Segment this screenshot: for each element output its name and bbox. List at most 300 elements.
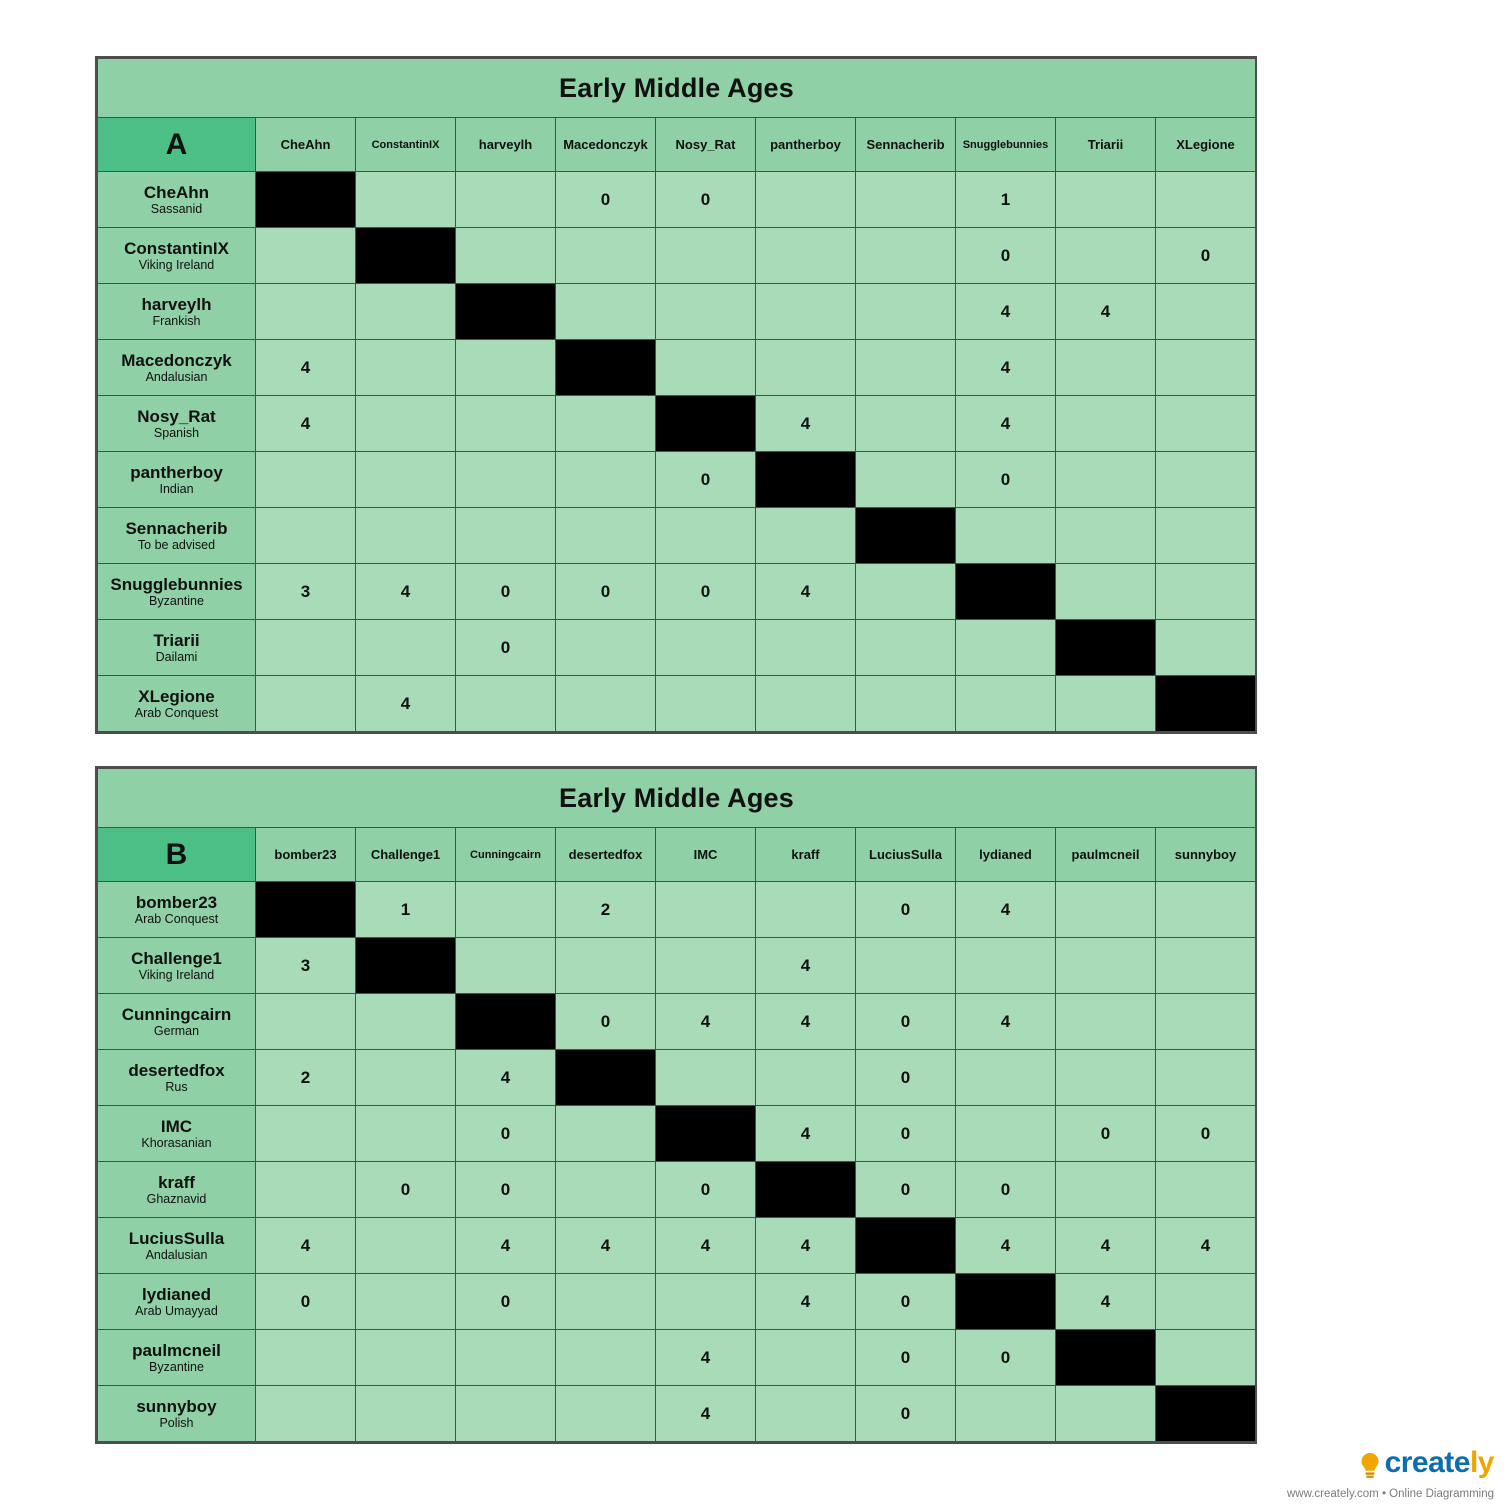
score-cell-a-7-0[interactable]: 3 bbox=[256, 564, 356, 620]
diagonal-cell-a-9 bbox=[1156, 676, 1256, 732]
score-cell-b-9-2[interactable] bbox=[456, 1386, 556, 1442]
player-civilization: Byzantine bbox=[149, 1360, 204, 1375]
matrix-group-label-a: A bbox=[98, 118, 256, 172]
row-header-a-2 bbox=[98, 284, 256, 340]
player-name: bomber23 bbox=[135, 892, 218, 912]
score-cell-b-1-2[interactable] bbox=[456, 938, 556, 994]
score-cell-a-4-0[interactable]: 4 bbox=[256, 396, 356, 452]
score-cell-a-1-0[interactable] bbox=[256, 228, 356, 284]
score-cell-a-8-7[interactable] bbox=[956, 620, 1056, 676]
row-header-a-3 bbox=[98, 340, 256, 396]
score-cell-b-8-4[interactable]: 4 bbox=[656, 1330, 756, 1386]
row-header-a-7 bbox=[98, 564, 256, 620]
score-cell-a-9-1[interactable]: 4 bbox=[356, 676, 456, 732]
score-cell-b-5-0[interactable] bbox=[256, 1162, 356, 1218]
player-civilization: Arab Conquest bbox=[134, 912, 219, 927]
score-cell-a-2-4[interactable] bbox=[656, 284, 756, 340]
player-name: Cunningcairn bbox=[121, 1004, 232, 1024]
player-name: paulmcneil bbox=[132, 1340, 221, 1360]
score-cell-b-9-1[interactable] bbox=[356, 1386, 456, 1442]
score-cell-a-5-2[interactable] bbox=[456, 452, 556, 508]
diagonal-cell-b-5 bbox=[756, 1162, 856, 1218]
player-civilization: Khorasanian bbox=[141, 1136, 212, 1151]
score-cell-b-1-0[interactable]: 3 bbox=[256, 938, 356, 994]
row-header-a-4 bbox=[98, 396, 256, 452]
row-header-b-7 bbox=[98, 1274, 256, 1330]
score-cell-b-5-6[interactable]: 0 bbox=[856, 1162, 956, 1218]
score-cell-a-6-5[interactable] bbox=[756, 508, 856, 564]
score-cell-a-3-9[interactable] bbox=[1156, 340, 1256, 396]
score-cell-a-8-3[interactable] bbox=[556, 620, 656, 676]
score-cell-b-7-3[interactable] bbox=[556, 1274, 656, 1330]
diagonal-cell-a-1 bbox=[356, 228, 456, 284]
score-cell-a-8-5[interactable] bbox=[756, 620, 856, 676]
player-civilization: Viking Ireland bbox=[138, 258, 215, 273]
column-header-b-4: IMC bbox=[656, 828, 756, 882]
score-cell-a-4-8[interactable] bbox=[1056, 396, 1156, 452]
score-cell-a-0-5[interactable] bbox=[756, 172, 856, 228]
player-civilization: Sassanid bbox=[150, 202, 203, 217]
row-header-b-2 bbox=[98, 994, 256, 1050]
score-cell-a-0-8[interactable] bbox=[1056, 172, 1156, 228]
table-row bbox=[98, 1106, 1256, 1162]
player-name: Snugglebunnies bbox=[110, 574, 243, 594]
score-cell-a-1-8[interactable] bbox=[1056, 228, 1156, 284]
player-name: LuciusSulla bbox=[128, 1228, 225, 1248]
score-cell-a-6-8[interactable] bbox=[1056, 508, 1156, 564]
score-cell-a-0-6[interactable] bbox=[856, 172, 956, 228]
player-name: sunnyboy bbox=[136, 1396, 217, 1416]
score-cell-b-8-2[interactable] bbox=[456, 1330, 556, 1386]
player-civilization: Arab Umayyad bbox=[135, 1304, 218, 1319]
score-cell-a-4-9[interactable] bbox=[1156, 396, 1256, 452]
column-header-b-3: desertedfox bbox=[556, 828, 656, 882]
score-cell-a-7-9[interactable] bbox=[1156, 564, 1256, 620]
score-cell-b-4-3[interactable] bbox=[556, 1106, 656, 1162]
player-name: ConstantinIX bbox=[124, 238, 229, 258]
score-cell-a-4-1[interactable] bbox=[356, 396, 456, 452]
score-cell-a-3-2[interactable] bbox=[456, 340, 556, 396]
score-cell-a-5-1[interactable] bbox=[356, 452, 456, 508]
player-name: Sennacherib bbox=[125, 518, 228, 538]
score-cell-a-0-4[interactable]: 0 bbox=[656, 172, 756, 228]
brand-tail: ly bbox=[1469, 1445, 1494, 1479]
grid-a bbox=[97, 58, 1256, 732]
score-cell-b-2-1[interactable] bbox=[356, 994, 456, 1050]
score-cell-a-6-2[interactable] bbox=[456, 508, 556, 564]
column-header-a-8: Triarii bbox=[1056, 118, 1156, 172]
score-cell-b-3-0[interactable]: 2 bbox=[256, 1050, 356, 1106]
row-header-b-8 bbox=[98, 1330, 256, 1386]
score-cell-b-2-4[interactable]: 4 bbox=[656, 994, 756, 1050]
row-header-a-5 bbox=[98, 452, 256, 508]
score-cell-a-0-2[interactable] bbox=[456, 172, 556, 228]
score-cell-b-6-4[interactable]: 4 bbox=[656, 1218, 756, 1274]
column-header-b-5: kraff bbox=[756, 828, 856, 882]
score-cell-b-0-4[interactable] bbox=[656, 882, 756, 938]
score-cell-b-9-0[interactable] bbox=[256, 1386, 356, 1442]
score-cell-a-1-6[interactable] bbox=[856, 228, 956, 284]
score-cell-a-8-0[interactable] bbox=[256, 620, 356, 676]
diagonal-cell-a-5 bbox=[756, 452, 856, 508]
score-cell-a-7-4[interactable]: 0 bbox=[656, 564, 756, 620]
table-row bbox=[98, 1330, 1256, 1386]
score-cell-b-6-3[interactable]: 4 bbox=[556, 1218, 656, 1274]
column-header-b-0: bomber23 bbox=[256, 828, 356, 882]
score-cell-b-8-3[interactable] bbox=[556, 1330, 656, 1386]
diagonal-cell-b-7 bbox=[956, 1274, 1056, 1330]
table-row bbox=[98, 1386, 1256, 1442]
score-cell-b-4-2[interactable]: 0 bbox=[456, 1106, 556, 1162]
player-civilization: Ghaznavid bbox=[146, 1192, 207, 1207]
score-cell-b-0-5[interactable] bbox=[756, 882, 856, 938]
score-cell-a-5-4[interactable]: 0 bbox=[656, 452, 756, 508]
score-cell-a-7-2[interactable]: 0 bbox=[456, 564, 556, 620]
score-cell-a-5-6[interactable] bbox=[856, 452, 956, 508]
player-civilization: Polish bbox=[159, 1416, 194, 1431]
score-cell-b-7-9[interactable] bbox=[1156, 1274, 1256, 1330]
table-row bbox=[98, 452, 1256, 508]
score-cell-b-6-2[interactable]: 4 bbox=[456, 1218, 556, 1274]
player-civilization: Rus bbox=[165, 1080, 188, 1095]
player-civilization: To be advised bbox=[137, 538, 216, 553]
table-row bbox=[98, 396, 1256, 452]
diagonal-cell-b-2 bbox=[456, 994, 556, 1050]
diagonal-cell-b-6 bbox=[856, 1218, 956, 1274]
table-row bbox=[98, 882, 1256, 938]
player-name: Triarii bbox=[153, 630, 200, 650]
table-row bbox=[98, 1050, 1256, 1106]
score-cell-b-1-9[interactable] bbox=[1156, 938, 1256, 994]
score-cell-a-6-3[interactable] bbox=[556, 508, 656, 564]
score-cell-b-2-5[interactable]: 4 bbox=[756, 994, 856, 1050]
column-header-a-2: harveylh bbox=[456, 118, 556, 172]
score-cell-b-0-8[interactable] bbox=[1056, 882, 1156, 938]
score-cell-b-3-1[interactable] bbox=[356, 1050, 456, 1106]
score-cell-b-5-8[interactable] bbox=[1056, 1162, 1156, 1218]
score-cell-a-5-8[interactable] bbox=[1056, 452, 1156, 508]
column-header-a-0: CheAhn bbox=[256, 118, 356, 172]
score-cell-a-7-1[interactable]: 4 bbox=[356, 564, 456, 620]
score-cell-b-3-4[interactable] bbox=[656, 1050, 756, 1106]
score-cell-a-1-2[interactable] bbox=[456, 228, 556, 284]
score-cell-b-9-5[interactable] bbox=[756, 1386, 856, 1442]
score-cell-a-5-3[interactable] bbox=[556, 452, 656, 508]
score-cell-a-3-6[interactable] bbox=[856, 340, 956, 396]
matrix-table-b bbox=[95, 766, 1257, 1444]
score-cell-b-9-7[interactable] bbox=[956, 1386, 1056, 1442]
score-cell-b-1-6[interactable] bbox=[856, 938, 956, 994]
score-cell-a-2-3[interactable] bbox=[556, 284, 656, 340]
score-cell-a-3-5[interactable] bbox=[756, 340, 856, 396]
score-cell-a-5-9[interactable] bbox=[1156, 452, 1256, 508]
score-cell-a-7-6[interactable] bbox=[856, 564, 956, 620]
score-cell-b-8-5[interactable] bbox=[756, 1330, 856, 1386]
score-cell-a-4-6[interactable] bbox=[856, 396, 956, 452]
row-header-a-0 bbox=[98, 172, 256, 228]
row-header-b-4 bbox=[98, 1106, 256, 1162]
score-cell-a-3-7[interactable]: 4 bbox=[956, 340, 1056, 396]
score-cell-a-2-6[interactable] bbox=[856, 284, 956, 340]
score-cell-a-2-5[interactable] bbox=[756, 284, 856, 340]
score-cell-a-1-3[interactable] bbox=[556, 228, 656, 284]
row-header-b-0 bbox=[98, 882, 256, 938]
diagonal-cell-b-8 bbox=[1056, 1330, 1156, 1386]
score-cell-a-9-6[interactable] bbox=[856, 676, 956, 732]
player-name: IMC bbox=[160, 1116, 193, 1136]
score-cell-a-7-5[interactable]: 4 bbox=[756, 564, 856, 620]
column-header-a-1: ConstantinIX bbox=[356, 118, 456, 172]
score-cell-b-9-4[interactable]: 4 bbox=[656, 1386, 756, 1442]
score-cell-b-2-0[interactable] bbox=[256, 994, 356, 1050]
row-header-a-9 bbox=[98, 676, 256, 732]
score-cell-a-4-2[interactable] bbox=[456, 396, 556, 452]
score-cell-b-8-6[interactable]: 0 bbox=[856, 1330, 956, 1386]
table-row bbox=[98, 938, 1256, 994]
table-row bbox=[98, 1274, 1256, 1330]
score-cell-a-2-8[interactable]: 4 bbox=[1056, 284, 1156, 340]
score-cell-b-7-4[interactable] bbox=[656, 1274, 756, 1330]
score-cell-a-2-9[interactable] bbox=[1156, 284, 1256, 340]
score-cell-a-3-8[interactable] bbox=[1056, 340, 1156, 396]
score-cell-b-6-9[interactable]: 4 bbox=[1156, 1218, 1256, 1274]
score-cell-a-9-0[interactable] bbox=[256, 676, 356, 732]
brand-main: create bbox=[1384, 1445, 1470, 1479]
score-cell-a-9-8[interactable] bbox=[1056, 676, 1156, 732]
matrix-table-a bbox=[95, 56, 1257, 734]
watermark-subtitle: www.creately.com • Online Diagramming bbox=[1286, 1487, 1494, 1500]
column-header-b-8: paulmcneil bbox=[1056, 828, 1156, 882]
score-cell-b-0-3[interactable]: 2 bbox=[556, 882, 656, 938]
score-cell-b-9-6[interactable]: 0 bbox=[856, 1386, 956, 1442]
table-row bbox=[98, 508, 1256, 564]
score-cell-a-4-7[interactable]: 4 bbox=[956, 396, 1056, 452]
score-cell-a-9-2[interactable] bbox=[456, 676, 556, 732]
matrix-title-a: Early Middle Ages bbox=[98, 59, 1256, 118]
player-name: Nosy_Rat bbox=[137, 406, 216, 426]
score-cell-a-3-1[interactable] bbox=[356, 340, 456, 396]
row-header-a-8 bbox=[98, 620, 256, 676]
score-cell-a-6-9[interactable] bbox=[1156, 508, 1256, 564]
score-cell-a-8-2[interactable]: 0 bbox=[456, 620, 556, 676]
score-cell-a-1-5[interactable] bbox=[756, 228, 856, 284]
score-cell-a-1-9[interactable]: 0 bbox=[1156, 228, 1256, 284]
score-cell-a-8-1[interactable] bbox=[356, 620, 456, 676]
score-cell-b-5-7[interactable]: 0 bbox=[956, 1162, 1056, 1218]
table-row bbox=[98, 676, 1256, 732]
score-cell-a-6-1[interactable] bbox=[356, 508, 456, 564]
score-cell-b-1-3[interactable] bbox=[556, 938, 656, 994]
score-cell-a-0-7[interactable]: 1 bbox=[956, 172, 1056, 228]
player-name: Challenge1 bbox=[131, 948, 222, 968]
score-cell-b-7-0[interactable]: 0 bbox=[256, 1274, 356, 1330]
player-name: lydianed bbox=[142, 1284, 211, 1304]
score-cell-b-2-6[interactable]: 0 bbox=[856, 994, 956, 1050]
table-row bbox=[98, 284, 1256, 340]
score-cell-a-8-4[interactable] bbox=[656, 620, 756, 676]
column-header-b-1: Challenge1 bbox=[356, 828, 456, 882]
score-cell-a-6-4[interactable] bbox=[656, 508, 756, 564]
score-cell-b-5-9[interactable] bbox=[1156, 1162, 1256, 1218]
player-civilization: Indian bbox=[159, 482, 194, 497]
row-header-a-6 bbox=[98, 508, 256, 564]
score-cell-a-4-5[interactable]: 4 bbox=[756, 396, 856, 452]
diagonal-cell-b-1 bbox=[356, 938, 456, 994]
score-cell-b-0-6[interactable]: 0 bbox=[856, 882, 956, 938]
column-header-a-7: Snugglebunnies bbox=[956, 118, 1056, 172]
score-cell-b-0-2[interactable] bbox=[456, 882, 556, 938]
table-row bbox=[98, 620, 1256, 676]
creately-watermark bbox=[1286, 1445, 1494, 1500]
score-cell-b-8-7[interactable]: 0 bbox=[956, 1330, 1056, 1386]
diagonal-cell-b-0 bbox=[256, 882, 356, 938]
player-civilization: German bbox=[153, 1024, 200, 1039]
table-row bbox=[98, 228, 1256, 284]
player-civilization: Andalusian bbox=[145, 370, 208, 385]
score-cell-a-5-0[interactable] bbox=[256, 452, 356, 508]
diagonal-cell-a-6 bbox=[856, 508, 956, 564]
score-cell-b-3-7[interactable] bbox=[956, 1050, 1056, 1106]
player-name: pantherboy bbox=[130, 462, 223, 482]
matrix-group-label-b: B bbox=[98, 828, 256, 882]
column-header-a-4: Nosy_Rat bbox=[656, 118, 756, 172]
diagonal-cell-b-9 bbox=[1156, 1386, 1256, 1442]
score-cell-a-5-7[interactable]: 0 bbox=[956, 452, 1056, 508]
score-cell-b-3-2[interactable]: 4 bbox=[456, 1050, 556, 1106]
score-cell-a-3-0[interactable]: 4 bbox=[256, 340, 356, 396]
lightbulb-icon bbox=[1359, 1452, 1381, 1484]
score-cell-b-6-1[interactable] bbox=[356, 1218, 456, 1274]
table-row bbox=[98, 994, 1256, 1050]
column-header-a-9: XLegione bbox=[1156, 118, 1256, 172]
score-cell-a-9-7[interactable] bbox=[956, 676, 1056, 732]
column-header-b-7: lydianed bbox=[956, 828, 1056, 882]
score-cell-b-9-8[interactable] bbox=[1056, 1386, 1156, 1442]
player-name: kraff bbox=[158, 1172, 195, 1192]
score-cell-b-3-8[interactable] bbox=[1056, 1050, 1156, 1106]
score-cell-b-1-7[interactable] bbox=[956, 938, 1056, 994]
row-header-b-6 bbox=[98, 1218, 256, 1274]
score-cell-b-5-4[interactable]: 0 bbox=[656, 1162, 756, 1218]
player-name: CheAhn bbox=[143, 182, 210, 202]
table-row bbox=[98, 340, 1256, 396]
table-row bbox=[98, 564, 1256, 620]
score-cell-b-4-7[interactable] bbox=[956, 1106, 1056, 1162]
score-cell-b-5-3[interactable] bbox=[556, 1162, 656, 1218]
score-cell-b-7-8[interactable]: 4 bbox=[1056, 1274, 1156, 1330]
score-cell-a-2-7[interactable]: 4 bbox=[956, 284, 1056, 340]
score-cell-a-3-4[interactable] bbox=[656, 340, 756, 396]
player-name: desertedfox bbox=[128, 1060, 225, 1080]
table-row bbox=[98, 172, 1256, 228]
score-cell-b-0-1[interactable]: 1 bbox=[356, 882, 456, 938]
score-cell-a-9-4[interactable] bbox=[656, 676, 756, 732]
score-cell-b-8-1[interactable] bbox=[356, 1330, 456, 1386]
score-cell-b-4-6[interactable]: 0 bbox=[856, 1106, 956, 1162]
score-cell-b-4-8[interactable]: 0 bbox=[1056, 1106, 1156, 1162]
score-cell-b-6-0[interactable]: 4 bbox=[256, 1218, 356, 1274]
score-cell-a-7-8[interactable] bbox=[1056, 564, 1156, 620]
score-cell-a-6-7[interactable] bbox=[956, 508, 1056, 564]
score-cell-a-8-9[interactable] bbox=[1156, 620, 1256, 676]
player-civilization: Viking Ireland bbox=[138, 968, 215, 983]
diagonal-cell-a-8 bbox=[1056, 620, 1156, 676]
score-cell-b-2-3[interactable]: 0 bbox=[556, 994, 656, 1050]
score-cell-b-4-1[interactable] bbox=[356, 1106, 456, 1162]
score-cell-a-8-6[interactable] bbox=[856, 620, 956, 676]
column-header-b-9: sunnyboy bbox=[1156, 828, 1256, 882]
score-cell-b-3-6[interactable]: 0 bbox=[856, 1050, 956, 1106]
score-cell-b-1-5[interactable]: 4 bbox=[756, 938, 856, 994]
score-cell-b-1-8[interactable] bbox=[1056, 938, 1156, 994]
diagonal-cell-b-3 bbox=[556, 1050, 656, 1106]
score-cell-a-0-9[interactable] bbox=[1156, 172, 1256, 228]
score-cell-b-4-5[interactable]: 4 bbox=[756, 1106, 856, 1162]
score-cell-b-1-4[interactable] bbox=[656, 938, 756, 994]
score-cell-b-4-0[interactable] bbox=[256, 1106, 356, 1162]
score-cell-b-7-6[interactable]: 0 bbox=[856, 1274, 956, 1330]
table-row bbox=[98, 1162, 1256, 1218]
matrix-title-b: Early Middle Ages bbox=[98, 769, 1256, 828]
score-cell-a-2-0[interactable] bbox=[256, 284, 356, 340]
column-header-b-2: Cunningcairn bbox=[456, 828, 556, 882]
score-cell-a-1-4[interactable] bbox=[656, 228, 756, 284]
score-cell-b-2-7[interactable]: 4 bbox=[956, 994, 1056, 1050]
score-cell-b-2-8[interactable] bbox=[1056, 994, 1156, 1050]
creately-logo bbox=[1384, 1445, 1494, 1479]
score-cell-a-9-5[interactable] bbox=[756, 676, 856, 732]
score-cell-b-3-9[interactable] bbox=[1156, 1050, 1256, 1106]
player-name: Macedonczyk bbox=[121, 350, 232, 370]
player-civilization: Spanish bbox=[153, 426, 200, 441]
score-cell-b-6-7[interactable]: 4 bbox=[956, 1218, 1056, 1274]
diagonal-cell-a-7 bbox=[956, 564, 1056, 620]
score-cell-a-0-3[interactable]: 0 bbox=[556, 172, 656, 228]
score-cell-b-8-0[interactable] bbox=[256, 1330, 356, 1386]
column-header-a-5: pantherboy bbox=[756, 118, 856, 172]
column-header-b-6: LuciusSulla bbox=[856, 828, 956, 882]
score-cell-a-6-0[interactable] bbox=[256, 508, 356, 564]
score-cell-b-7-2[interactable]: 0 bbox=[456, 1274, 556, 1330]
score-cell-a-7-3[interactable]: 0 bbox=[556, 564, 656, 620]
row-header-b-1 bbox=[98, 938, 256, 994]
score-cell-b-3-5[interactable] bbox=[756, 1050, 856, 1106]
score-cell-a-2-1[interactable] bbox=[356, 284, 456, 340]
score-cell-b-0-7[interactable]: 4 bbox=[956, 882, 1056, 938]
score-cell-b-6-8[interactable]: 4 bbox=[1056, 1218, 1156, 1274]
column-header-a-3: Macedonczyk bbox=[556, 118, 656, 172]
score-cell-b-7-1[interactable] bbox=[356, 1274, 456, 1330]
score-cell-a-1-7[interactable]: 0 bbox=[956, 228, 1056, 284]
score-cell-b-5-2[interactable]: 0 bbox=[456, 1162, 556, 1218]
player-name: XLegione bbox=[138, 686, 215, 706]
diagonal-cell-a-0 bbox=[256, 172, 356, 228]
score-cell-b-8-9[interactable] bbox=[1156, 1330, 1256, 1386]
score-cell-b-4-9[interactable]: 0 bbox=[1156, 1106, 1256, 1162]
score-cell-b-2-9[interactable] bbox=[1156, 994, 1256, 1050]
score-cell-a-0-1[interactable] bbox=[356, 172, 456, 228]
score-cell-b-7-5[interactable]: 4 bbox=[756, 1274, 856, 1330]
score-cell-b-9-3[interactable] bbox=[556, 1386, 656, 1442]
score-cell-b-0-9[interactable] bbox=[1156, 882, 1256, 938]
row-header-b-3 bbox=[98, 1050, 256, 1106]
diagonal-cell-a-2 bbox=[456, 284, 556, 340]
score-cell-b-5-1[interactable]: 0 bbox=[356, 1162, 456, 1218]
score-cell-a-9-3[interactable] bbox=[556, 676, 656, 732]
score-cell-a-4-3[interactable] bbox=[556, 396, 656, 452]
column-header-a-6: Sennacherib bbox=[856, 118, 956, 172]
score-cell-b-6-5[interactable]: 4 bbox=[756, 1218, 856, 1274]
